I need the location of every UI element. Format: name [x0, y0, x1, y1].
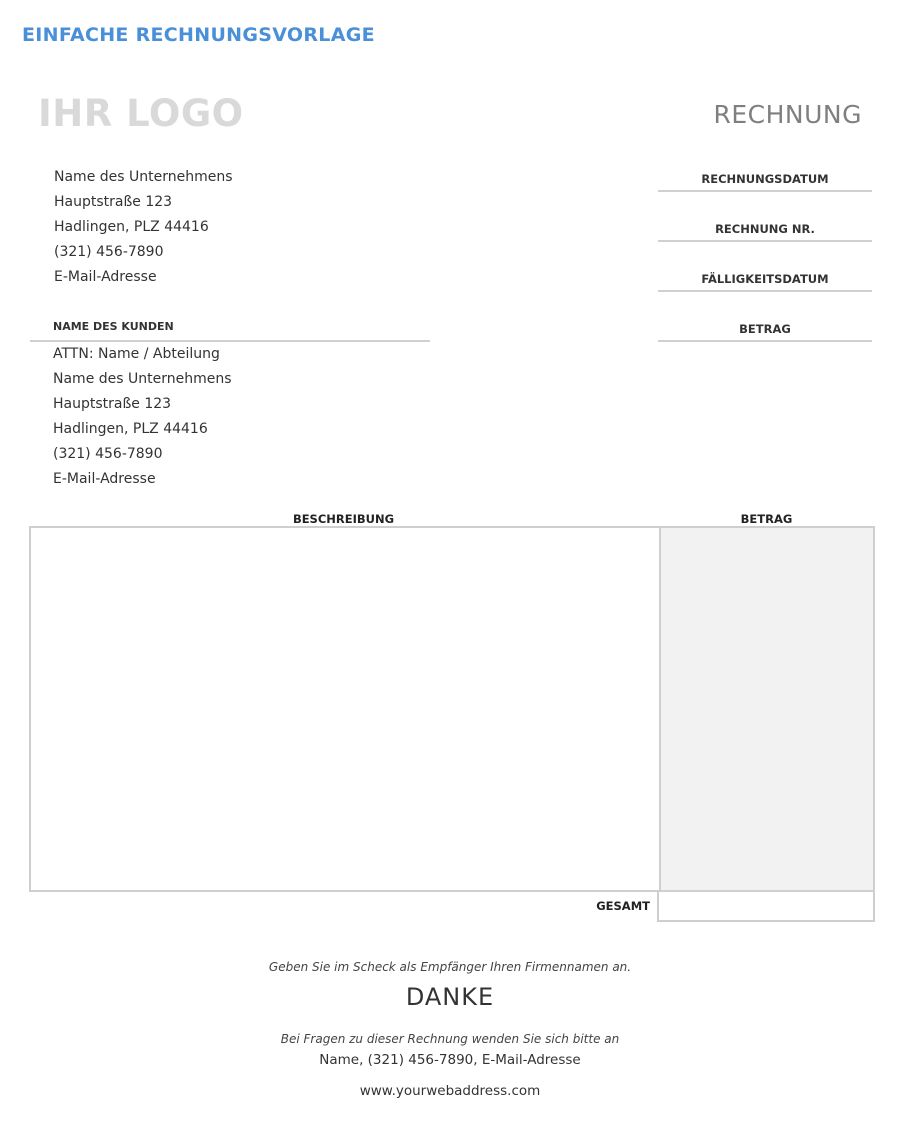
contact-info: Name, (321) 456-7890, E-Mail-Adresse — [319, 1052, 581, 1068]
customer-attn: ATTN: Name / Abteilung — [53, 346, 220, 362]
customer-company: Name des Unternehmens — [53, 371, 232, 387]
due-date-field[interactable] — [658, 270, 872, 292]
invoice-date-label: RECHNUNGSDATUM — [701, 172, 829, 186]
amount-cell[interactable] — [659, 528, 873, 890]
invoice-date-field[interactable] — [658, 170, 872, 192]
customer-city: Hadlingen, PLZ 44416 — [53, 421, 208, 437]
sender-email: E-Mail-Adresse — [54, 269, 157, 285]
invoice-number-field[interactable] — [658, 220, 872, 242]
customer-street: Hauptstraße 123 — [53, 396, 172, 412]
sender-company: Name des Unternehmens — [54, 169, 233, 185]
customer-address — [53, 342, 232, 492]
divider — [658, 290, 872, 292]
total-label: GESAMT — [596, 899, 650, 913]
check-note: Geben Sie im Scheck als Empfänger Ihren Firmennamen an. — [268, 960, 632, 974]
divider — [658, 190, 872, 192]
total-value[interactable] — [657, 890, 875, 922]
column-header-description: BESCHREIBUNG — [292, 512, 395, 526]
sender-street: Hauptstraße 123 — [54, 194, 173, 210]
question-note: Bei Fragen zu dieser Rechnung wenden Sie sich bitte an — [280, 1032, 620, 1046]
sender-phone: (321) 456-7890 — [54, 244, 164, 260]
logo-placeholder: IHR LOGO — [38, 92, 244, 135]
thanks-text: DANKE — [405, 983, 495, 1011]
website-link[interactable]: www.yourwebaddress.com — [359, 1083, 541, 1099]
customer-name-label: NAME DES KUNDEN — [53, 320, 174, 333]
page-title: EINFACHE RECHNUNGSVORLAGE — [22, 24, 375, 46]
due-date-label: FÄLLIGKEITSDATUM — [701, 272, 829, 286]
amount-label: BETRAG — [739, 322, 791, 336]
sender-city: Hadlingen, PLZ 44416 — [54, 219, 209, 235]
customer-email: E-Mail-Adresse — [53, 471, 156, 487]
amount-field[interactable] — [658, 320, 872, 342]
document-title: RECHNUNG — [713, 100, 862, 129]
customer-phone: (321) 456-7890 — [53, 446, 163, 462]
column-header-amount: BETRAG — [740, 512, 793, 526]
invoice-number-label: RECHNUNG NR. — [715, 222, 815, 236]
sender-address — [54, 165, 233, 290]
divider — [658, 240, 872, 242]
description-cell[interactable] — [31, 528, 659, 890]
line-items-table — [29, 526, 875, 892]
divider — [658, 340, 872, 342]
